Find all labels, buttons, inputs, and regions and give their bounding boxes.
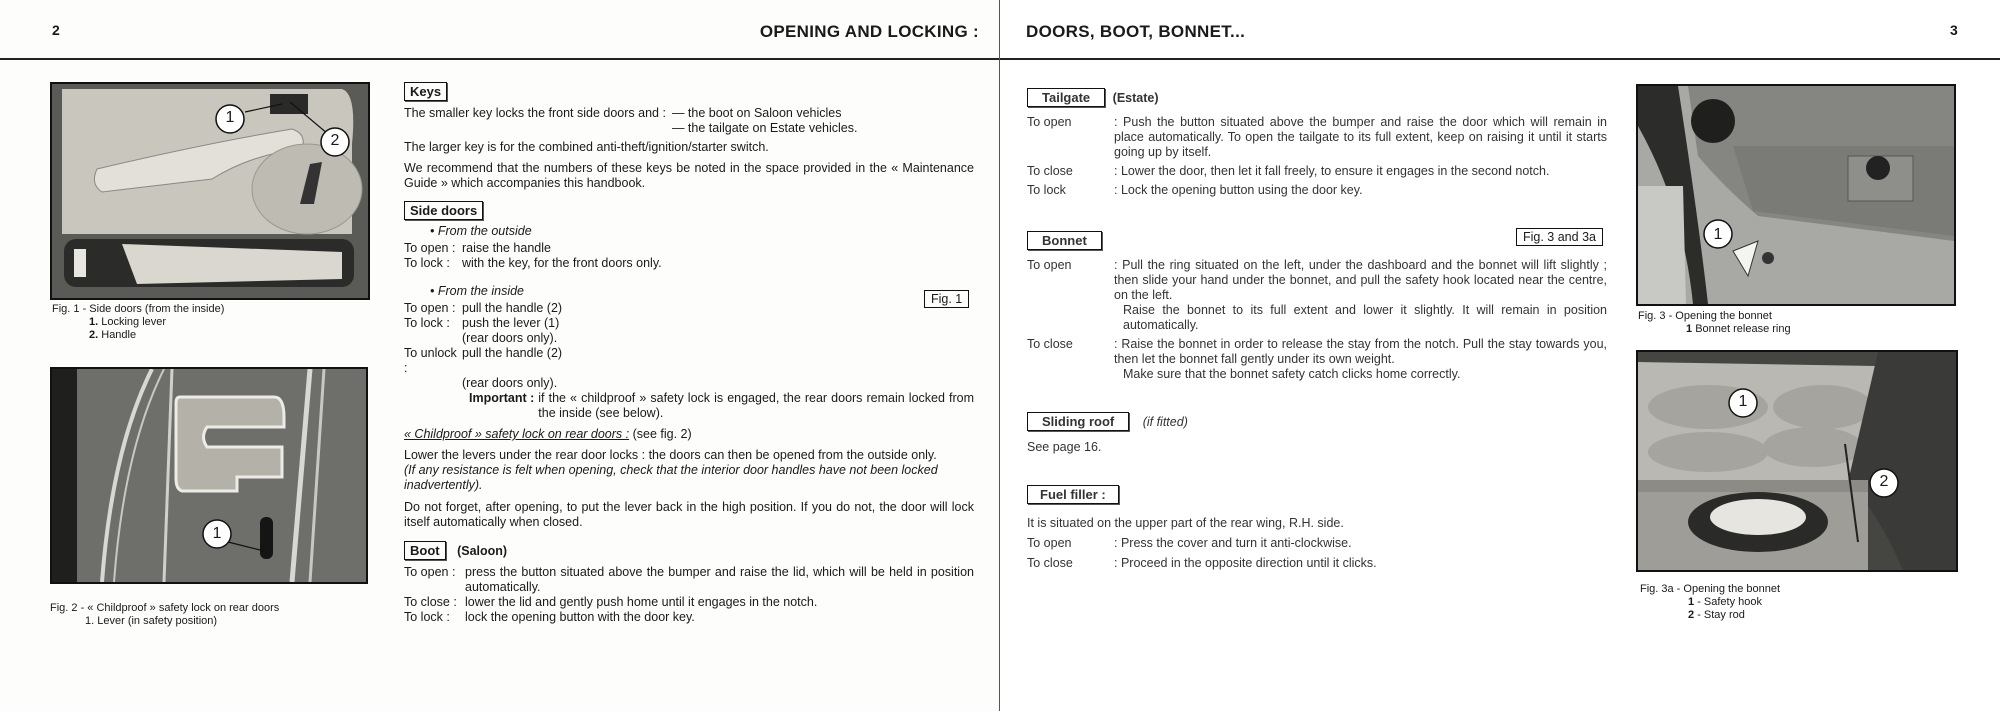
instruction-row [1027,164,1607,179]
row-text: pull the handle (2) [462,301,563,315]
fig1-callout-2: 2 [330,132,340,149]
important-text: if the « childproof » safety lock is engaged, the rear doors remain locked from the inside (see below). [538,391,974,420]
row-text: lower the lid and gently push home until it engages in the notch. [465,595,818,609]
fig3a-caption [1640,583,1780,622]
bonnet-heading: Bonnet [1027,231,1102,250]
childproof-title: « Childproof » safety lock on rear doors : [404,427,630,441]
from-inside-title: • From the inside [430,284,524,298]
fig3a-caption-item [1640,596,1780,609]
left-page [0,0,999,711]
keys-list-item: — the boot on Saloon vehicles [671,106,842,120]
instruction-row [1027,337,1607,382]
tailgate-header [1027,88,1607,107]
fig3a-caption-title: Fig. 3a - Opening the bonnet [1640,583,1781,595]
item-number: 1. [89,316,99,328]
fig1-callout-1: 1 [225,109,235,126]
fig1-caption-item [52,329,224,342]
row-text: raise the handle [462,241,551,255]
keys-line3: We recommend that the numbers of these keys be noted in the space provided in the « Maintenance Guide » which accompanies this handbook. [404,161,974,190]
instruction-row [1027,183,1607,198]
page-number: 3 [1950,22,1958,38]
item-text: Handle [101,329,137,341]
row-text: : Press the cover and turn it anti-clockwise. [1114,536,1352,550]
instruction-row [404,610,974,625]
fig2-callout-1: 1 [212,525,222,542]
fig2-caption-item [50,615,279,628]
sliding-roof-text: See page 16. [1027,440,1102,454]
row-label: To open : [404,565,456,579]
keys-list [672,106,858,136]
item-text: - Safety hook [1697,596,1763,608]
row-label: To open : [404,241,456,255]
instruction-row [404,316,974,331]
childproof-para1-italic: (If any resistance is felt when opening, check that the interior door handles have not been locked inadvertently). [404,463,938,492]
keys-line2: The larger key is for the combined anti-theft/ignition/starter switch. [404,140,769,154]
instruction-row [1027,556,1607,571]
keys-list-item: — the tailgate on Estate vehicles. [671,121,858,135]
fuel-filler-text: It is situated on the upper part of the rear wing, R.H. side. [1027,516,1344,530]
childproof-section [404,427,974,530]
row-text: (rear doors only). [462,331,558,345]
tailgate-section [1027,88,1607,198]
fuel-filler-section [1027,485,1607,571]
instruction-row [1027,536,1607,551]
row-label [404,331,462,346]
fig2-caption [50,602,279,628]
running-title: DOORS, BOOT, BONNET... [1026,22,1246,41]
sliding-roof-header [1027,412,1607,431]
fig3-caption-title: Fig. 3 - Opening the bonnet [1638,310,1772,322]
fig3-callouts [1636,84,1952,302]
bonnet-open-text: : Pull the ring situated on the left, under the dashboard and the bonnet will lift slightly ; then slide your hand under the bonnet, and pull the safety hook located near the centre, on the left. [1114,258,1607,302]
row-label: To open [1027,258,1072,272]
boot-heading: Boot [404,541,446,560]
sliding-roof-qualifier: (if fitted) [1142,415,1188,429]
row-text: : Push the button situated above the bumper and raise the door which will remain in place automatically. To open the tailgate to its full extent, keep on raising it until it starts going up by itself. [1114,115,1607,159]
row-text [1114,258,1607,333]
row-text [1114,337,1607,382]
keys-section [404,82,974,191]
instruction-row [404,331,974,346]
row-label: To close : [404,595,457,609]
tailgate-qualifier: (Estate) [1112,91,1159,105]
fig2-caption-title: Fig. 2 - « Childproof » safety lock on rear doors [50,602,280,614]
row-label: To unlock : [404,346,457,375]
running-title: OPENING AND LOCKING : [759,22,979,41]
row-label: To lock : [404,256,450,270]
sliding-roof-heading: Sliding roof [1027,412,1129,431]
row-text: with the key, for the front doors only. [462,256,662,270]
boot-header [404,541,974,560]
fig3a-caption-item [1640,609,1780,622]
row-label: To close [1027,164,1073,178]
bonnet-section [1027,231,1607,382]
keys-heading: Keys [404,82,447,101]
item-number: 1. [85,615,95,627]
sliding-roof-section [1027,412,1607,455]
instruction-row [404,595,974,610]
header-rule [0,58,999,60]
row-text: pull the handle (2) [462,346,563,360]
childproof-para2: Do not forget, after opening, to put the lever back in the high position. If you do not, the door will lock itself automatically when closed. [404,500,974,529]
item-text: Lever (in safety position) [97,615,218,627]
instruction-row [404,565,974,595]
instruction-row [404,301,974,316]
side-doors-section [404,201,974,421]
important-note [469,391,974,421]
childproof-heading [404,427,974,442]
item-number: 2. [89,329,99,341]
row-label: To open : [404,301,456,315]
boot-section [404,541,974,625]
fig3-reference: Fig. 3 and 3a [1516,228,1603,246]
bonnet-close-text: : Raise the bonnet in order to release the stay from the notch. Pull the stay towards you, then let the bonnet fall gently under its own weight. [1114,337,1607,366]
item-text: - Stay rod [1697,609,1745,621]
row-label: To lock : [404,316,450,330]
important-label: Important : [469,391,535,405]
fig1-caption-title: Fig. 1 - Side doors (from the inside) [52,303,225,315]
row-label: To open [1027,115,1072,129]
row-label: To close [1027,337,1073,351]
childproof-para1: Lower the levers under the rear door locks : the doors can then be opened from the outside only. [404,448,937,462]
boot-qualifier: (Saloon) [457,544,508,558]
instruction-row [1027,115,1607,160]
childproof-ref: (see fig. 2) [632,427,692,441]
from-outside-title: • From the outside [430,224,532,238]
row-label: To close [1027,556,1073,570]
fig3a-callouts [1636,350,1954,568]
row-text: (rear doors only). [462,376,558,390]
instruction-row [1027,258,1607,333]
fig2-callouts [50,367,364,580]
row-label: To lock [1027,183,1066,197]
row-label: To lock : [404,610,450,624]
item-number: 1 [1688,596,1695,608]
fig3-caption [1638,310,1791,336]
row-text: : Lower the door, then let it fall freely, to ensure it engages in the second notch. [1114,164,1550,178]
row-text: press the button situated above the bumper and raise the lid, which will be held in position automatically. [465,565,974,594]
keys-intro: The smaller key locks the front side doors and : [404,106,666,120]
fig3-caption-item [1638,323,1791,336]
fig1-callouts [50,82,366,296]
row-text: lock the opening button with the door key. [465,610,695,624]
instruction-row [404,376,974,391]
fig3a-callout-2: 2 [1879,473,1889,490]
fuel-filler-heading: Fuel filler : [1027,485,1119,504]
fig3-callout-1: 1 [1713,226,1723,243]
row-label: To open [1027,536,1072,550]
tailgate-heading: Tailgate [1027,88,1105,107]
fig1-reference: Fig. 1 [924,290,969,308]
header-rule [1000,58,2000,60]
item-number: 1 [1686,323,1693,335]
fig3a-callout-1: 1 [1738,393,1748,410]
page-number: 2 [52,22,60,38]
item-text: Locking lever [101,316,167,328]
row-text: : Proceed in the opposite direction until it clicks. [1114,556,1377,570]
row-text: : Lock the opening button using the door key. [1114,183,1363,197]
fig1-caption [52,303,224,342]
bonnet-open-text2: Raise the bonnet to its full extent and lower it slightly. It will remain in position automatically. [1123,303,1607,332]
item-text: Bonnet release ring [1695,323,1791,335]
side-doors-heading: Side doors [404,201,483,220]
instruction-row [404,346,974,376]
instruction-row [404,241,974,256]
keys-line1 [404,106,974,136]
item-number: 2 [1688,609,1695,621]
fig1-caption-item [52,316,224,329]
right-page [1000,0,2000,711]
instruction-row [404,256,974,271]
bonnet-close-text2: Make sure that the bonnet safety catch clicks home correctly. [1123,367,1461,381]
row-label [404,376,462,391]
row-text: push the lever (1) [462,316,560,330]
